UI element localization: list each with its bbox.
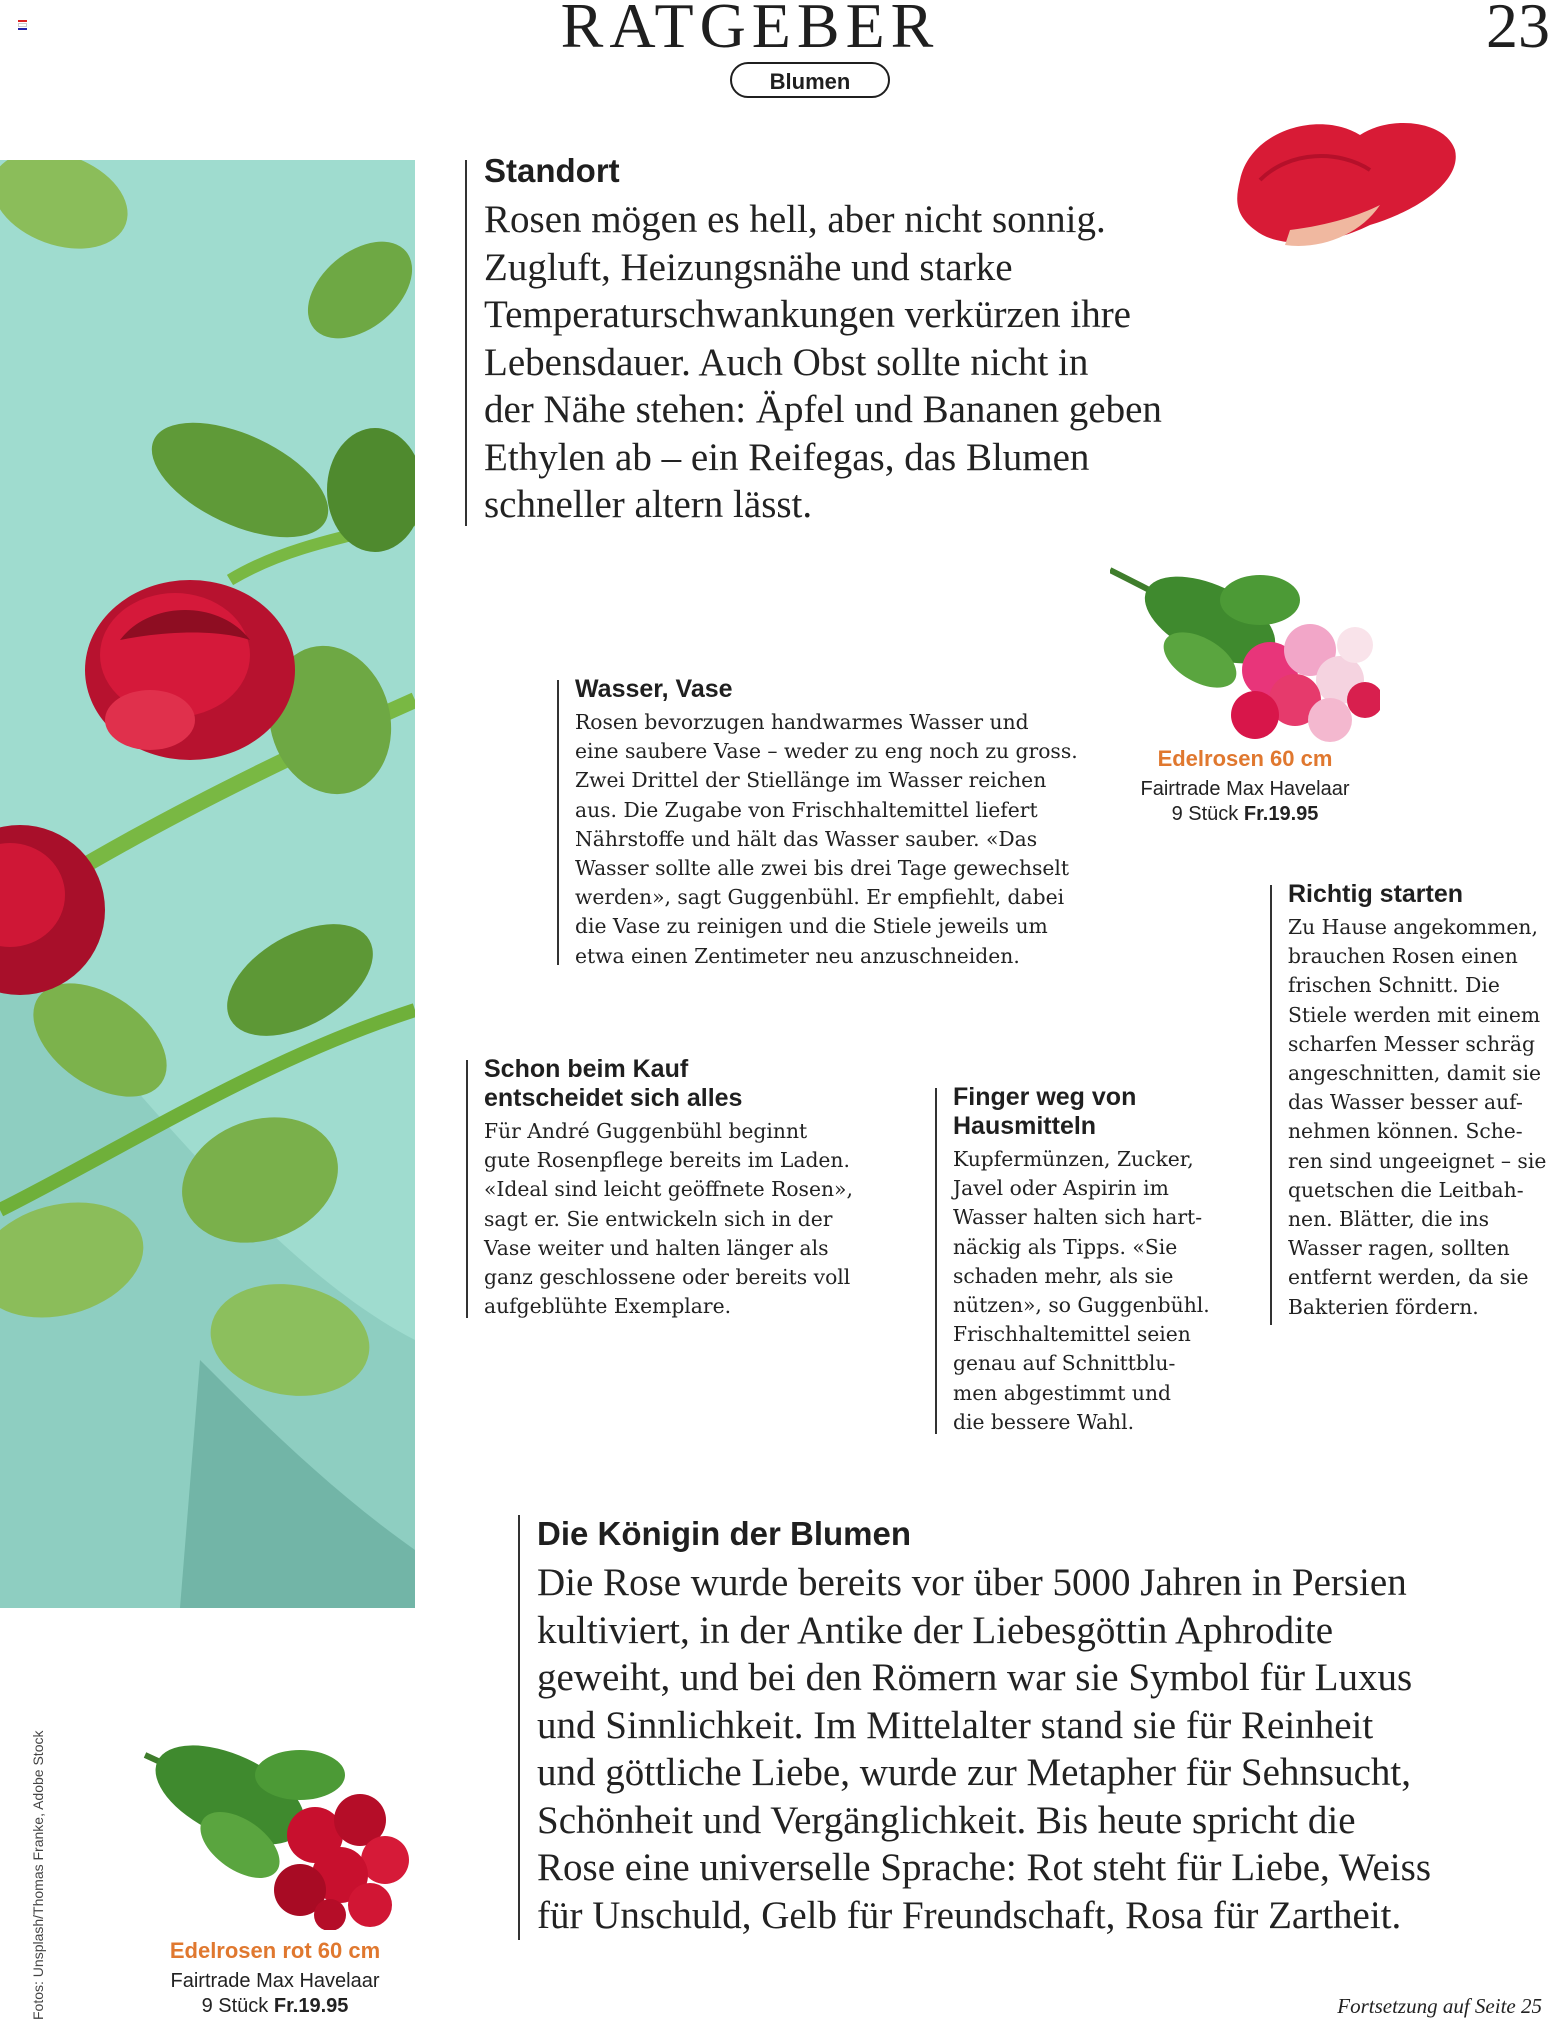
page-number: 23 [1486,0,1550,61]
finger-line: Javel oder Aspirin im [953,1176,1169,1201]
standort-section [484,152,1244,529]
koenigin-line: Rose eine universelle Sprache: Rot steht für Liebe, Weiss [537,1846,1431,1889]
richtig-line: Wasser ragen, sollten [1288,1236,1510,1261]
richtig-line: quetschen die Leitbah- [1288,1177,1524,1202]
flag-icon [18,20,27,27]
wasser-line: Rosen bevorzugen handwarmes Wasser und [575,710,1029,734]
standort-line: Lebensdauer. Auch Obst sollte nicht in [484,340,1089,384]
product-top-price: Fr.19.95 [1243,803,1319,825]
standort-line: Zugluft, Heizungsnähe und starke [484,245,1013,289]
standort-line: schneller altern lässt. [484,483,813,526]
standort-heading: Standort [484,152,620,189]
product-bottom [140,1938,410,2018]
wasser-line: Nährstoffe und hält das Wasser sauber. «Das [575,826,1038,851]
product-top-label: Fairtrade Max Havelaar [1140,778,1350,800]
richtig-rule [1270,885,1272,1325]
koenigin-line: und göttliche Liebe, wurde zur Metapher für Sehnsucht, [537,1751,1411,1794]
standort-line: der Nähe stehen: Äpfel und Bananen geben [484,388,1162,431]
rose-stems-photo [0,160,415,1608]
koenigin-line: Schönheit und Vergänglichkeit. Bis heute spricht die [537,1798,1356,1842]
kauf-heading-2: entscheidet sich alles [484,1084,743,1112]
section-title: RATGEBER [560,0,940,61]
koenigin-line: und Sinnlichkeit. Im Mittelalter stand sie für Reinheit [537,1703,1374,1747]
richtig-line: das Wasser besser auf- [1288,1090,1523,1115]
standort-line: Ethylen ab – ein Reifegas, das Blumen [484,435,1090,479]
standort-rule [465,160,467,526]
wasser-line: aus. Die Zugabe von Frischhaltemittel liefert [575,797,1038,822]
richtig-line: nehmen können. Sche- [1288,1119,1523,1144]
pink-rose-bouquet-image [1110,550,1380,750]
finger-line: Kupfermünzen, Zucker, [953,1147,1194,1171]
continuation-note: Fortsetzung auf Seite 25 [1337,1994,1542,2018]
richtig-line: frischen Schnitt. Die [1288,973,1500,998]
standort-line: Temperaturschwankungen verkürzen ihre [484,293,1131,336]
richtig-line: Stiele werden mit einem [1288,1002,1541,1027]
richtig-heading: Richtig starten [1288,880,1464,908]
wasser-heading: Wasser, Vase [575,675,733,703]
product-bottom-qty: 9 Stück [201,1995,269,2017]
richtig-line: brauchen Rosen einen [1288,944,1518,969]
koenigin-rule [518,1515,520,1940]
product-bottom-name: Edelrosen rot 60 cm [169,1938,381,1963]
kauf-line: Für André Guggenbühl beginnt [484,1119,808,1143]
product-top-qty: 9 Stück [1171,803,1239,825]
standort-line: Rosen mögen es hell, aber nicht sonnig. [484,198,1106,241]
wasser-line: die Vase zu reinigen und die Stiele jeweils um [575,914,1048,939]
rose-petal-image [1230,110,1460,260]
kauf-rule [466,1060,468,1318]
kauf-section [484,1055,904,1321]
kauf-line: sagt er. Sie entwickeln sich in der [484,1206,833,1231]
finger-line: näckig als Tipps. «Sie [953,1234,1178,1259]
wasser-line: Zwei Drittel der Stiellänge im Wasser reichen [575,768,1047,793]
finger-heading-1: Finger weg von [953,1083,1137,1111]
richtig-line: ren sind ungeeignet – sie [1288,1148,1547,1173]
wasser-rule [557,680,559,965]
wasser-line: etwa einen Zentimeter neu anzuschneiden. [575,943,1020,968]
wasser-section [575,675,1105,971]
product-top [1110,746,1380,826]
kauf-line: gute Rosenpflege bereits im Laden. [484,1148,850,1173]
wasser-line: Wasser sollte alle zwei bis drei Tage gewechselt [575,856,1070,881]
finger-rule [935,1088,937,1434]
richtig-section [1288,880,1550,1322]
product-bottom-label: Fairtrade Max Havelaar [170,1970,380,1992]
red-rose-bouquet-image [140,1725,410,1930]
finger-line: Frischhaltemittel seien [953,1322,1191,1347]
richtig-line: scharfen Messer schräg [1288,1031,1535,1056]
finger-line: die bessere Wahl. [953,1409,1135,1434]
koenigin-line: Die Rose wurde bereits vor über 5000 Jahren in Persien [537,1561,1407,1604]
wasser-line: eine saubere Vase – weder zu eng noch zu gross. [575,739,1078,764]
koenigin-line: geweiht, und bei den Römern war sie Symbol für Luxus [537,1656,1413,1699]
kauf-line: Vase weiter und halten länger als [484,1235,829,1260]
product-bottom-price: Fr.19.95 [273,1995,349,2017]
finger-line: Wasser halten sich hart- [953,1205,1203,1230]
photo-credit: Fotos: Unsplash/Thomas Franke, Adobe Stock [30,1730,46,2020]
richtig-line: Zu Hause angekommen, [1288,915,1538,939]
koenigin-line: für Unschuld, Gelb für Freundschaft, Rosa für Zartheit. [537,1893,1402,1937]
finger-line: genau auf Schnittblu- [953,1351,1176,1376]
kauf-line: ganz geschlossene oder bereits voll [484,1265,851,1290]
finger-line: men abgestimmt und [953,1380,1172,1405]
product-top-name: Edelrosen 60 cm [1157,746,1333,771]
finger-line: schaden mehr, als sie [953,1263,1174,1288]
koenigin-section [537,1515,1547,1939]
kauf-heading-1: Schon beim Kauf [484,1055,689,1083]
kauf-line: «Ideal sind leicht geöffnete Rosen», [484,1177,853,1202]
richtig-line: nen. Blätter, die ins [1288,1207,1490,1232]
koenigin-heading: Die Königin der Blumen [537,1515,912,1552]
product-bottom-price-line [140,1995,410,2018]
finger-line: nützen», so Guggenbühl. [953,1293,1210,1318]
koenigin-line: kultiviert, in der Antike der Liebesgöttin Aphrodite [537,1608,1334,1652]
finger-heading-2: Hausmitteln [953,1112,1097,1140]
richtig-line: angeschnitten, damit sie [1288,1061,1542,1086]
richtig-line: entfernt werden, da sie [1288,1265,1529,1290]
kauf-line: aufgeblühte Exemplare. [484,1294,732,1319]
wasser-line: werden», sagt Guggenbühl. Er empfiehlt, dabei [575,885,1065,910]
richtig-line: Bakterien fördern. [1288,1294,1479,1319]
product-top-price-line [1110,803,1380,826]
finger-section [953,1083,1253,1437]
category-pill: Blumen [730,62,890,98]
